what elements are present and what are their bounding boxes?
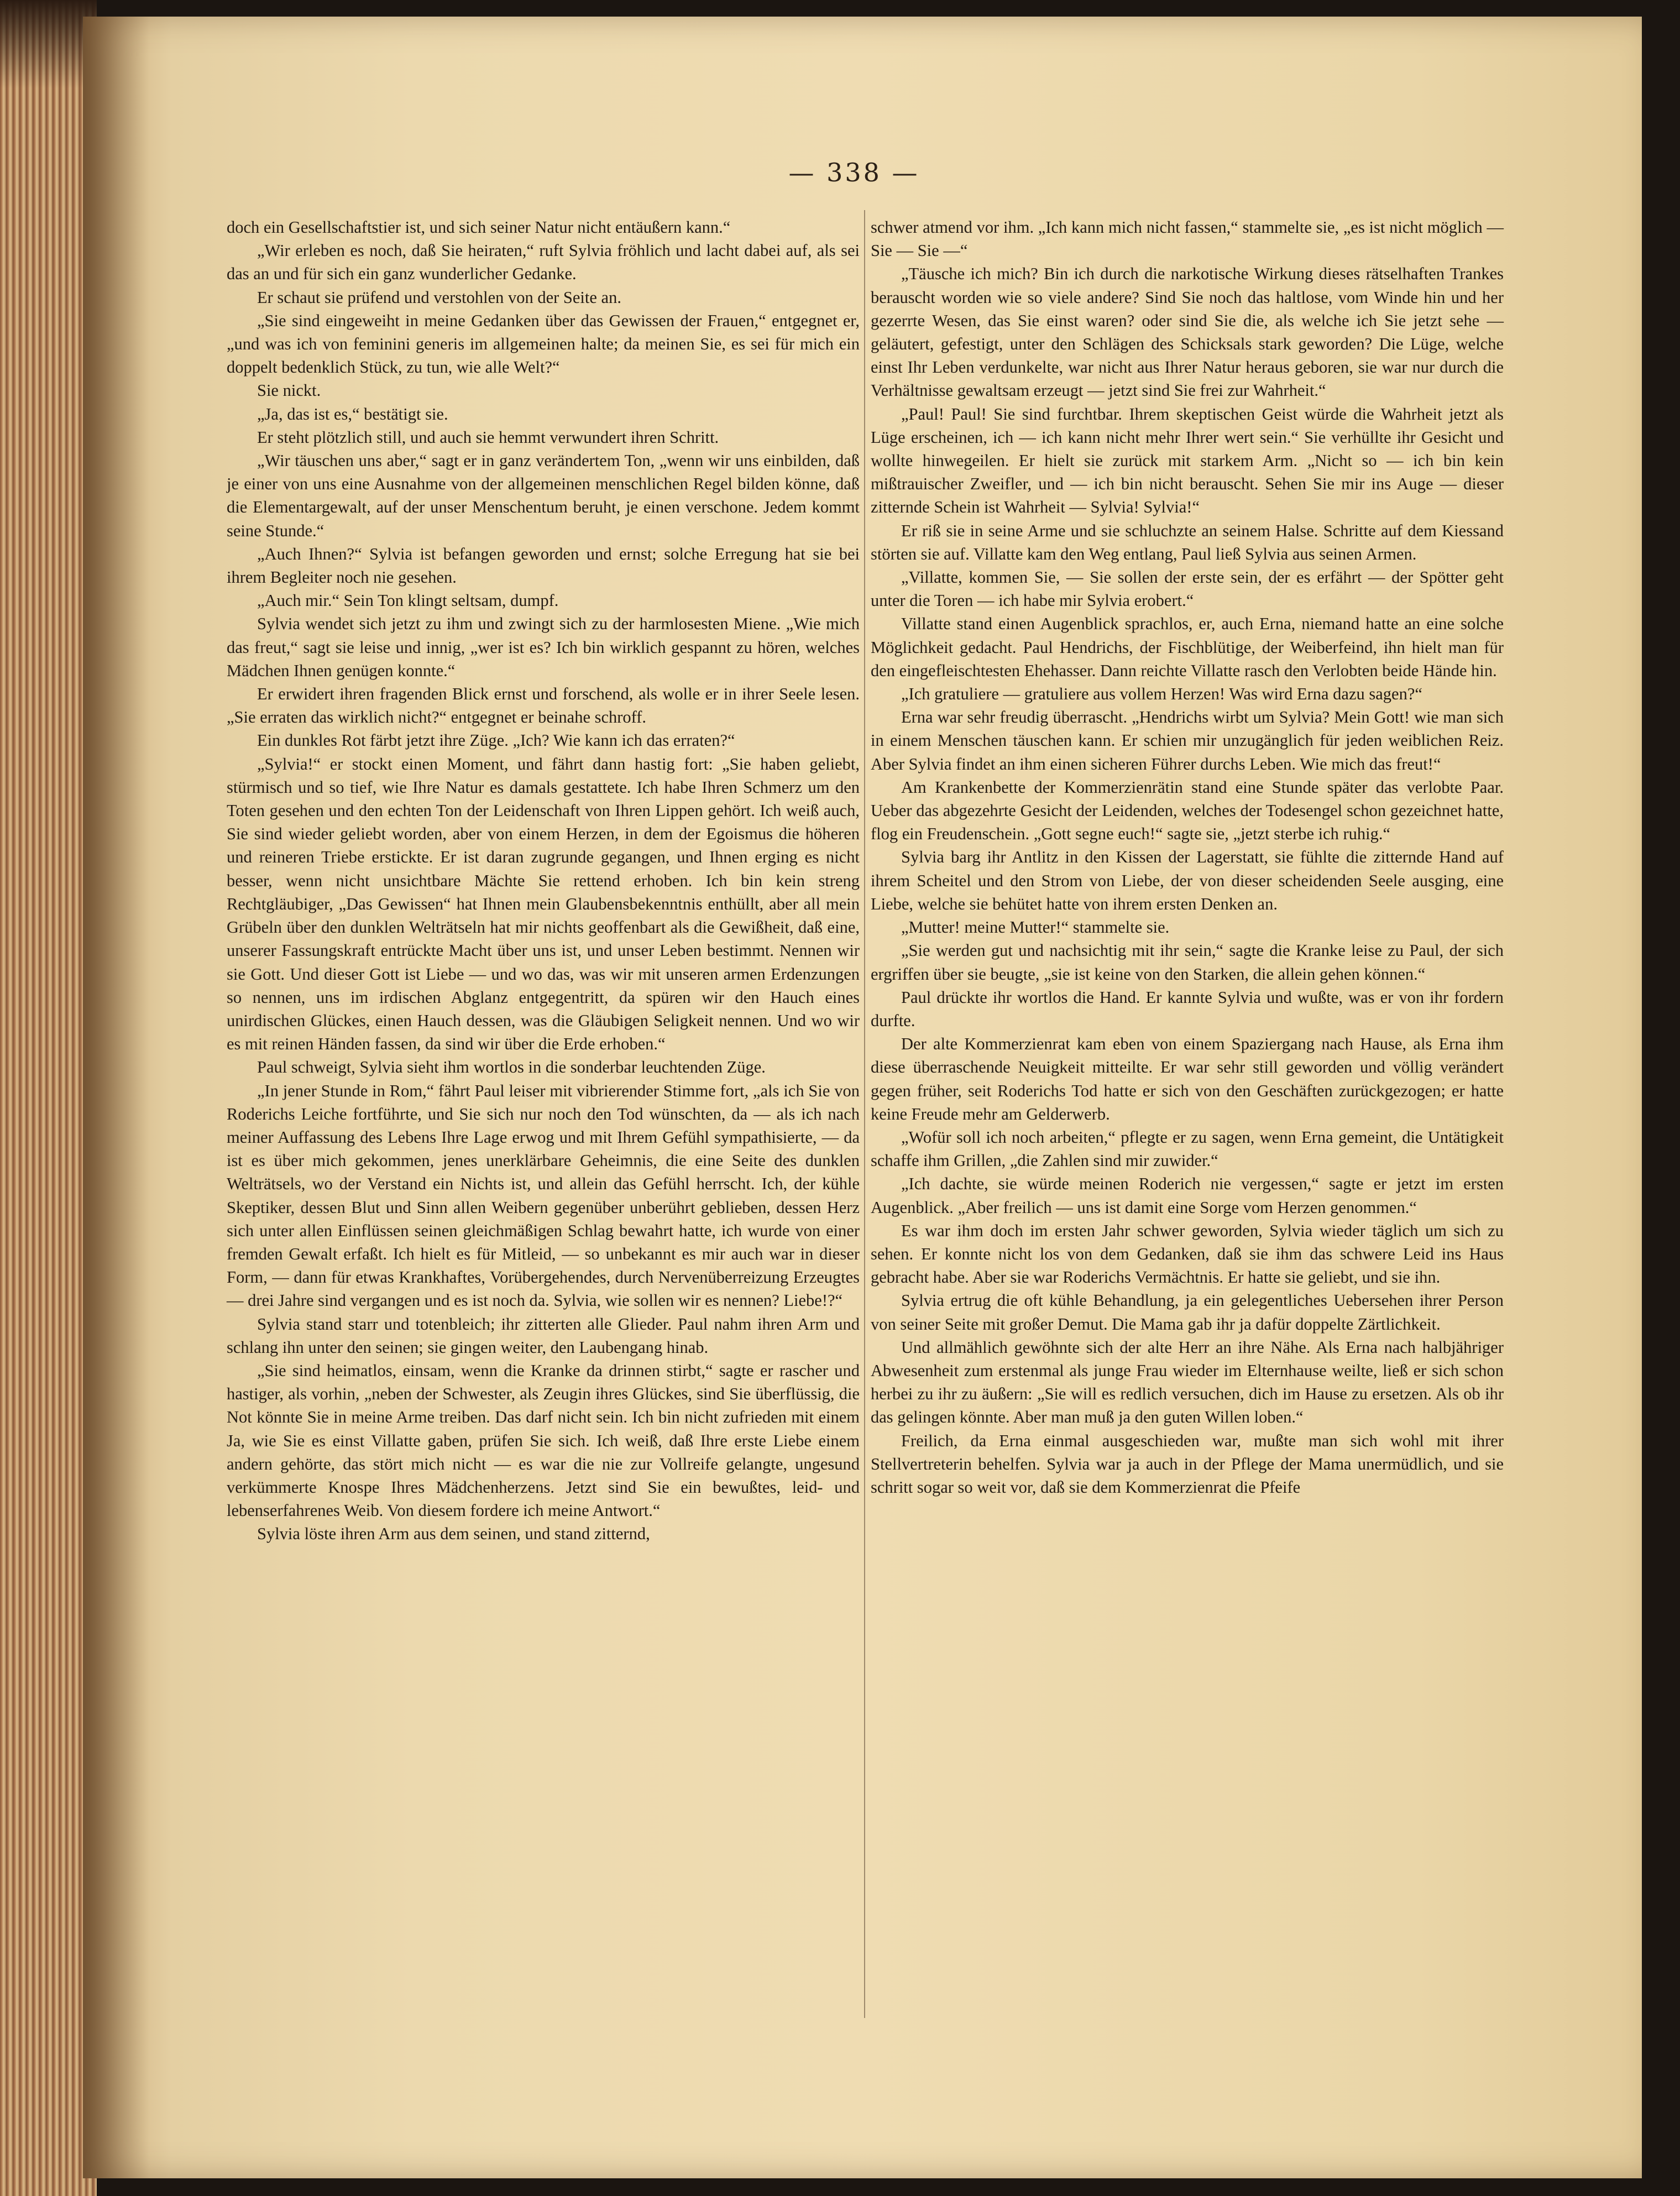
paragraph: „Wir erleben es noch, daß Sie heiraten,“ ruft Sylvia fröhlich und lacht dabei auf, als sei das an und für sich ein ganz wunderlicher Gedanke. [227, 241, 860, 284]
paragraph: Sie nickt. [257, 381, 321, 400]
column-divider [864, 210, 865, 2018]
paragraph: Er riß sie in seine Arme und sie schluchzte an seinem Halse. Schritte auf dem Kiessand störten sie auf. Villatte kam den Weg entlang, Paul ließ Sylvia aus seinen Armen. [871, 521, 1504, 563]
paragraph: „Ich dachte, sie würde meinen Roderich nie vergessen,“ sagte er jetzt im ersten Augenblick. „Aber freilich — uns ist damit eine Sorge vom Herzen genommen.“ [871, 1174, 1504, 1217]
paragraph: Er schaut sie prüfend und verstohlen von der Seite an. [257, 287, 621, 307]
paragraph: Und allmählich gewöhnte sich der alte Herr an ihre Nähe. Als Erna nach halbjähriger Abwesenheit zum erstenmal als junge Frau wieder im Elternhause weilte, ließ er sich schon herbei zu ihr zu äußern: „Sie will es redlich versuchen, dich im Hause zu ersetzen. Als ob ihr das gelingen könnte. Aber man muß ja den guten Willen loben.“ [871, 1337, 1504, 1427]
left-column [227, 216, 860, 1546]
paragraph: Villatte stand einen Augenblick sprachlos, er, auch Erna, niemand hatte an eine solche Möglichkeit gedacht. Paul Hendrichs, der Fischblütige, der Weiberfeind, ihn hielt man für den eingefleischtesten Ehehasser. Dann reichte Villatte rasch den Verlobten beide Hände hin. [871, 614, 1504, 680]
paragraph: Er erwidert ihren fragenden Blick ernst und forschend, als wolle er in ihrer Seele lesen. „Sie erraten das wirklich nicht?“ entgegnet er beinahe schroff. [227, 684, 860, 727]
paragraph: „Sie werden gut und nachsichtig mit ihr sein,“ sagte die Kranke leise zu Paul, der sich ergriffen über sie beugte, „sie ist keine von den Starken, die allein gehen können.“ [871, 941, 1504, 984]
paragraph: Freilich, da Erna einmal ausgeschieden war, mußte man sich wohl mit ihrer Stellvertreterin behelfen. Sylvia war ja auch in der Pflege der Mama unermüdlich, und sie schritt sogar so weit vor, daß sie dem Kommerzienrat die Pfeife [871, 1431, 1504, 1497]
page-number: — 338 — [788, 158, 920, 187]
book-page-edges [0, 0, 97, 2196]
paragraph: „Ich gratuliere — gratuliere aus vollem Herzen! Was wird Erna dazu sagen?“ [901, 684, 1422, 704]
paragraph: „Sylvia!“ er stockt einen Moment, und fährt dann hastig fort: „Sie haben geliebt, stürmisch und so tief, wie Ihre Natur es damals gestattete. Ich habe Ihren Schmerz um den Toten gesehen und den echten Ton der Leidenschaft von Ihren Lippen gehört. Ich weiß auch, Sie sind wieder geliebt worden, aber von einem Herzen, in dem der Egoismus die höheren und reineren Triebe erstickte. Er ist daran zugrunde gegangen, und Ihnen erging es nicht besser, wenn nicht unsichtbare Mächte Sie rettend erhoben. Ich bin kein streng Rechtgläubiger, „Das Gewissen“ hat Ihnen mein Glaubensbekenntnis enthüllt, aber all mein Grübeln über den dunklen Welträtseln hat mir nichts geoffenbart als die Gewißheit, daß eine, unserer Fassungskraft entrückte Macht über uns ist, und unser Leben bestimmt. Nennen wir sie Gott. Und dieser Gott ist Liebe — und wo das, was wir mit unseren armen Erdenzungen so nennen, uns im irdischen Abglanz entgegentritt, da spüren wir den Hauch eines unirdischen Glückes, einen Hauch dessen, was die Gläubigen Seligkeit nennen. Und wo wir es mit reinen Händen fassen, da sind wir über die Erde erhoben.“ [227, 754, 860, 1054]
paragraph: „Mutter! meine Mutter!“ stammelte sie. [901, 918, 1170, 937]
paragraph: Er steht plötzlich still, und auch sie hemmt verwundert ihren Schritt. [257, 427, 719, 447]
paragraph: Erna war sehr freudig überrascht. „Hendrichs wirbt um Sylvia? Mein Gott! wie man sich in einem Menschen täuschen kann. Er schien mir unzugänglich für jeden weiblichen Reiz. Aber Sylvia findet an ihm einen sicheren Führer durchs Leben. Wie mich das freut!“ [871, 708, 1504, 773]
paragraph: „In jener Stunde in Rom,“ fährt Paul leiser mit vibrierender Stimme fort, „als ich Sie von Roderichs Leiche fortführte, und Sie sich nur noch den Tod wünschten, da — als ich nach meiner Auffassung des Lebens Ihre Lage erwog und mit Ihrem Gefühl sympathisierte, — da ist es über mich gekommen, jenes unerklärbare Geheimnis, die eine Seite des dunklen Welträtsels, wo der Verstand ein Nichts ist, und allein das Gefühl herrscht. Ich, der kühle Skeptiker, dessen Blut und Sinn allen Weibern gegenüber unberührt geblieben, dessen Herz sich unter allen Einflüssen seinen gleichmäßigen Schlag bewahrt hatte, ich wurde von einer fremden Gewalt erfaßt. Ich hielt es für Mitleid, — so unbekannt es mir auch war in dieser Form, — dann für etwas Krankhaftes, Vorübergehendes, durch Nervenüberreizung Erzeugtes — drei Jahre sind vergangen und es ist noch da. Sylvia, wie sollen wir es nennen? Liebe!?“ [227, 1081, 860, 1310]
paragraph: Sylvia stand starr und totenbleich; ihr zitterten alle Glieder. Paul nahm ihren Arm und schlang ihn unter den seinen; sie gingen weiter, den Laubengang hinab. [227, 1314, 860, 1357]
paragraph: „Villatte, kommen Sie, — Sie sollen der erste sein, der es erfährt — der Spötter geht unter die Toren — ich habe mir Sylvia erobert.“ [871, 568, 1504, 610]
paragraph: „Auch mir.“ Sein Ton klingt seltsam, dumpf. [257, 591, 559, 610]
paragraph: Sylvia wendet sich jetzt zu ihm und zwingt sich zu der harmlosesten Miene. „Wie mich das freut,“ sagt sie leise und innig, „wer ist es? Ich bin wirklich gespannt zu hören, welches Mädchen Ihnen genügen konnte.“ [227, 614, 860, 680]
paragraph: schwer atmend vor ihm. „Ich kann mich nicht fassen,“ stammelte sie, „es ist nicht möglich — Sie — Sie —“ [871, 218, 1504, 260]
book-shadow [0, 0, 97, 88]
gutter-shadow [83, 17, 149, 2178]
paragraph: Paul schweigt, Sylvia sieht ihm wortlos in die sonderbar leuchtenden Züge. [257, 1058, 766, 1077]
paragraph: „Auch Ihnen?“ Sylvia ist befangen geworden und ernst; solche Erregung hat sie bei ihrem Begleiter noch nie gesehen. [227, 544, 860, 587]
paragraph: Sylvia ertrug die oft kühle Behandlung, ja ein gelegentliches Uebersehen ihrer Person von seiner Seite mit großer Demut. Die Mama gab ihr ja dafür doppelte Zärtlichkeit. [871, 1291, 1504, 1334]
paragraph: „Wir täuschen uns aber,“ sagt er in ganz verändertem Ton, „wenn wir uns einbilden, daß je einer von uns eine Ausnahme von der allgemeinen menschlichen Regel bilden könne, daß die Elementargewalt, auf der unser Menschentum beruht, je einen verschone. Jedem kommt seine Stunde.“ [227, 451, 860, 540]
paragraph: „Wofür soll ich noch arbeiten,“ pflegte er zu sagen, wenn Erna gemeint, die Untätigkeit schaffe ihm Grillen, „die Zahlen sind mir zuwider.“ [871, 1127, 1504, 1170]
right-column [871, 216, 1504, 1499]
paragraph: „Paul! Paul! Sie sind furchtbar. Ihrem skeptischen Geist würde die Wahrheit jetzt als Lüge erscheinen, ich — ich kann nicht mehr Ihrer wert sein.“ Sie verhüllte ihr Gesicht und wollte hinwegeilen. Er hielt sie zurück mit starkem Arm. „Nicht so — ich bin kein mißtrauischer Zweifler, und — ich bin nicht berauscht. Sehen Sie mir ins Auge — dieser zitternde Schein ist Wahrheit — Sylvia! Sylvia!“ [871, 404, 1504, 517]
paragraph: Am Krankenbette der Kommerzienrätin stand eine Stunde später das verlobte Paar. Ueber das abgezehrte Gesicht der Leidenden, welches der Todesengel schon gezeichnet hatte, flog ein Freudenschein. „Gott segne euch!“ sagte sie, „jetzt sterbe ich ruhig.“ [871, 777, 1504, 844]
paragraph: Paul drückte ihr wortlos die Hand. Er kannte Sylvia und wußte, was er von ihr fordern durfte. [871, 987, 1504, 1030]
paragraph: „Sie sind eingeweiht in meine Gedanken über das Gewissen der Frauen,“ entgegnet er, „und was ich von feminini generis im allgemeinen halte; da meinen Sie, es sei für mich ein doppelt bedenklich Stück, zu tun, wie alle Welt?“ [227, 311, 860, 377]
paragraph: Sylvia barg ihr Antlitz in den Kissen der Lagerstatt, sie fühlte die zitternde Hand auf ihrem Scheitel und den Strom von Liebe, der von dieser scheidenden Seele ausging, eine Liebe, welche sie behütet hatte von ihrem ersten Denken an. [871, 848, 1504, 913]
paragraph: Ein dunkles Rot färbt jetzt ihre Züge. „Ich? Wie kann ich das erraten?“ [257, 731, 735, 750]
paragraph: „Sie sind heimatlos, einsam, wenn die Kranke da drinnen stirbt,“ sagte er rascher und hastiger, als vorhin, „neben der Schwester, als Zeugin ihres Glückes, sind Sie überflüssig, die Not könnte Sie in meine Arme treiben. Das darf nicht sein. Ich bin nicht zufrieden mit einem Ja, wie Sie es einst Villatte gaben, prüfen Sie sich. Ich weiß, daß Ihre erste Liebe einem andern gehörte, das stört mich nicht — es war die nie zur Vollreife gelangte, ungesund verkümmerte Knospe Ihres Mädchenherzens. Jetzt sind Sie ein bewußtes, leid- und lebenserfahrenes Weib. Von diesem fordere ich meine Antwort.“ [227, 1361, 860, 1520]
paragraph: „Täusche ich mich? Bin ich durch die narkotische Wirkung dieses rätselhaften Trankes berauscht worden wie so viele andere? Sind Sie noch das haltlose, vom Winde hin und her gezerrte Wesen, das Sie einst waren? oder sind Sie die, als welche ich Sie jetzt sehe — geläutert, gefestigt, unter den Schlägen des Schicksals stark geworden? Die Lüge, welche einst Ihr Leben verdunkelte, war nicht aus Ihrer Natur heraus geboren, sie war nur durch die Verhältnisse gewaltsam erzeugt — jetzt sind Sie frei zur Wahrheit.“ [871, 264, 1504, 400]
paragraph: Sylvia löste ihren Arm aus dem seinen, und stand zitternd, [257, 1524, 650, 1544]
paragraph: „Ja, das ist es,“ bestätigt sie. [257, 404, 448, 423]
paragraph: doch ein Gesellschaftstier ist, und sich seiner Natur nicht entäußern kann.“ [227, 218, 731, 237]
paragraph: Es war ihm doch im ersten Jahr schwer geworden, Sylvia wieder täglich um sich zu sehen. Er konnte nicht los von dem Gedanken, daß sie ihm das schwere Leid ins Haus gebracht habe. Aber sie war Roderichs Vermächtnis. Er hatte sie geliebt, und sie ihn. [871, 1221, 1504, 1287]
paragraph: Der alte Kommerzienrat kam eben von einem Spaziergang nach Hause, als Erna ihm diese überraschende Neuigkeit mitteilte. Er war sehr still geworden und völlig verändert gegen früher, seit Roderichs Tod hatte er sich von den Geschäften zurückgezogen; er hatte keine Freude mehr am Gelderwerb. [871, 1034, 1504, 1123]
